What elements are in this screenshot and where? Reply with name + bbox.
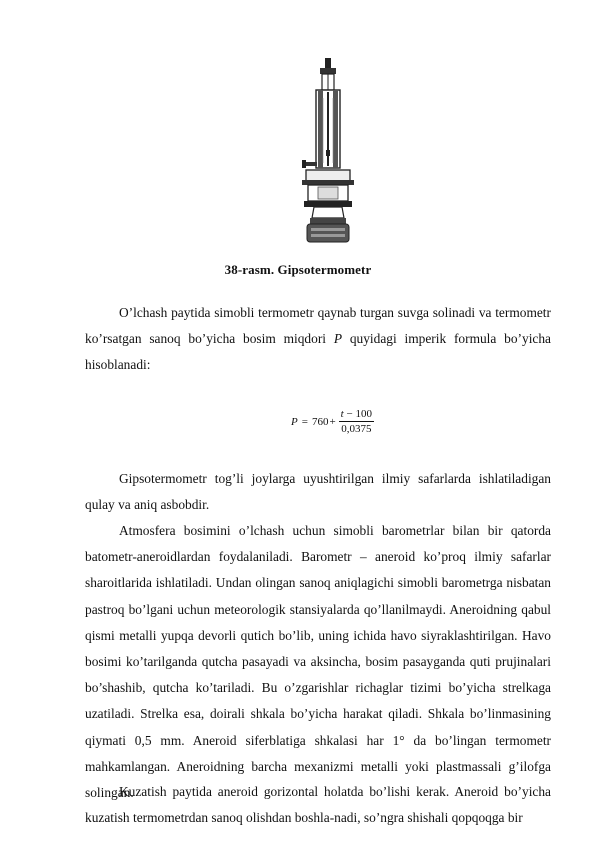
formula-plus: + xyxy=(329,415,336,428)
gypsothermometer-illustration xyxy=(292,58,364,248)
paragraph-text-b: quyidagi imperik formula bo’yicha hisoblanadi: xyxy=(85,331,551,373)
figure-caption: 38-rasm. Gipsotermometr xyxy=(224,262,372,277)
paragraph-aneroid xyxy=(85,518,551,806)
paragraph-text: Kuzatish paytida aneroid gorizontal holatda bo’lishi kerak. Aneroid bo’yicha kuzatish termometrdan sanoq olishdan boshla-nadi, so’ngra shishali qopqoqga bir xyxy=(85,784,551,826)
fraction-numerator xyxy=(339,408,374,422)
formula-equals: = xyxy=(301,415,308,428)
paragraph-observation xyxy=(85,779,551,831)
pressure-formula xyxy=(291,408,374,435)
paragraph-text: Atmosfera bosimini o’lchash uchun simobli barometrlar bilan bir qatorda batometr-aneroidlardan foydalaniladi. Barometr – aneroid ko’proq ilmiy safarlar sharoitlarida ishlatiladi. Undan olingan sanoq aniqlagichi simobli barometrga nisbatan pastroq bo’lgani uchun meteorologik stansiyalarda qo’llanilmaydi. Aneroidning qabul qismi metalli yupqa devorli qutich bo’lib, uning ichida havo siyraklashtirilgan. Havo bosimi ko’tarilganda qutcha pasayadi va aksincha, bosim pasayganda quti prujinalari bo’shashib, qutcha ko’tariladi. Bu o’zgarishlar richaglar tizimi bo’yicha strelkaga uzatiladi. Strelka esa, doirali shkala bo’yicha harakat qiladi. Shkala bo’linmasining qiymati 0,5 mm. Aneroid siferblatiga shkalasi har 1° da bo’lingan termometr mahkamlangan. Aneroidning barcha mexanizmi metalli yoki plastmassali g’ilofga solingan. xyxy=(85,523,551,801)
paragraph-gypsothermometer xyxy=(85,466,551,518)
formula-constant: 760 xyxy=(311,415,329,428)
pressure-variable: P xyxy=(333,331,342,347)
numerator-variable: t xyxy=(340,408,344,420)
numerator-rest: − 100 xyxy=(343,408,372,420)
paragraph-measurement xyxy=(85,300,551,379)
formula-fraction xyxy=(339,408,374,435)
fraction-denominator: 0,0375 xyxy=(341,423,372,435)
formula-lhs: P xyxy=(291,415,298,428)
paragraph-text: Gipsotermometr tog’li joylarga uyushtirilgan ilmiy safarlarda ishlatiladigan qulay va aniq asbobdir. xyxy=(85,471,551,513)
paragraph-text-a: O’lchash paytida simobli termometr qaynab turgan suvga solinadi va termometr ko’rsatgan sanoq bo’yicha bosim miqdori xyxy=(85,305,551,347)
